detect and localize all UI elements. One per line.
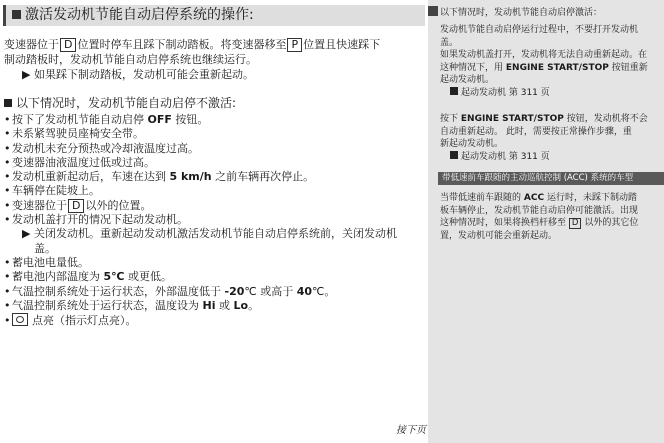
side-note-2	[440, 113, 648, 163]
list-item	[4, 285, 428, 299]
item-text: 发动机重新起动后，车速在达到	[12, 170, 166, 184]
item-text: 按下了发动机节能自动启停	[12, 113, 144, 126]
item-text: 未系紧驾驶员座椅安全带。	[12, 127, 144, 141]
bullet: •	[4, 314, 11, 328]
model-label-bar: 带低速前车跟随的主动巡航控制 (ACC) 系统的车型	[438, 172, 664, 185]
intro-paragraph	[4, 37, 426, 82]
side-bold: ENGINE START/STOP	[505, 62, 609, 73]
side-text-part: 以外的其它位	[584, 218, 639, 229]
item-text: 按钮。	[175, 113, 209, 126]
list-item	[4, 270, 428, 284]
side-text	[440, 192, 638, 205]
continued-footer: 接下页	[396, 425, 426, 436]
bullet: •	[4, 127, 11, 141]
list-item	[4, 184, 428, 198]
side-note-3	[440, 192, 638, 242]
gear-d-symbol: D	[569, 218, 582, 229]
side-note-1	[440, 24, 648, 100]
side-text	[440, 62, 648, 75]
side-text: 置，发动机可能会重新起动。	[440, 230, 558, 241]
reference-arrow-icon	[450, 87, 458, 95]
item-text: 或	[218, 298, 230, 312]
intro-text: 变速器位于	[4, 38, 59, 51]
intro-line-2: 制动踏板时，发动机节能自动启停系统也继续运行。	[4, 53, 257, 66]
side-text-part: 按钮重新	[611, 62, 648, 73]
side-heading	[428, 6, 602, 18]
list-item	[4, 213, 428, 227]
item-text: 以外的位置。	[85, 198, 152, 212]
item-text: 。	[248, 298, 260, 312]
side-text-part: 当带低速前车跟随的	[440, 193, 522, 203]
item-bold: 5℃	[103, 270, 125, 284]
item-text: 车辆停在陡坡上。	[12, 184, 100, 198]
item-text: 蓄电池内部温度为	[12, 270, 100, 284]
item-text: 点亮（指示灯点亮）。	[32, 314, 137, 328]
heading-square-icon	[12, 10, 21, 19]
item-bold: Hi	[202, 298, 216, 312]
side-bold: ENGINE START/STOP	[460, 114, 564, 124]
bullet: •	[4, 170, 11, 184]
gear-d-symbol: D	[68, 199, 84, 213]
list-item	[4, 142, 428, 156]
side-text: 起动发动机。	[440, 75, 495, 86]
reference-link-start-engine[interactable]	[440, 151, 648, 164]
auto-idle-stop-indicator-icon	[12, 313, 28, 326]
bullet: •	[4, 198, 11, 212]
gear-d-symbol: D	[60, 38, 76, 52]
list-item	[4, 256, 428, 270]
bullet: •	[4, 213, 11, 227]
item-bold: -20	[224, 284, 245, 298]
bullet: •	[4, 284, 11, 298]
side-text-part: 这种情况下，用	[440, 62, 504, 73]
side-text-part: 按下	[440, 114, 459, 124]
side-heading-icon	[428, 6, 438, 16]
item-text: 蓄电池电量低。	[12, 255, 89, 269]
conditions-list	[4, 113, 428, 328]
item-bold: Lo	[233, 298, 249, 312]
bullet: •	[4, 155, 11, 169]
note-arrow-icon: ▶	[22, 68, 31, 81]
list-item	[4, 156, 428, 170]
side-text	[440, 217, 638, 230]
item-text: 或更低。	[127, 270, 172, 284]
side-text-part: 这种情况时，如果将换档杆移至	[440, 218, 567, 229]
item-text: 发动机盖打开的情况下起动发动机。	[12, 213, 188, 227]
side-text: 新起动发动机。	[440, 139, 504, 150]
item-text: ℃。	[312, 284, 336, 298]
side-heading-text: 以下情况时，发动机节能自动启停激活：	[440, 8, 603, 18]
subheading-square-icon	[4, 99, 12, 107]
bullet: •	[4, 298, 11, 312]
subheading	[4, 96, 236, 111]
gear-p-symbol: P	[287, 38, 302, 52]
side-text: 自动重新起动。 此时，需要按正常操作步骤，重	[440, 126, 632, 137]
item-text: 变速器位于	[12, 198, 67, 212]
side-text: 如果发动机盖打开，发动机将无法自动重新起动。在	[440, 50, 648, 61]
item-bold: 5 km/h	[169, 170, 212, 184]
list-item	[4, 199, 428, 213]
list-item-note-cont	[4, 242, 428, 256]
heading-text: 激活发动机节能自动启停系统的操作:	[25, 7, 254, 23]
list-item	[4, 299, 428, 313]
note-text: 盖。	[34, 241, 56, 255]
item-text: ℃ 或高于	[244, 284, 294, 298]
list-item-note	[4, 227, 428, 241]
item-bold: OFF	[147, 113, 172, 126]
bullet: •	[4, 113, 11, 126]
note-text: 关闭发动机。重新起动发动机激活发动机节能自动启停系统前，关闭发动机	[34, 227, 397, 241]
ref-text: 起动发动机 第 311 页	[461, 151, 550, 162]
list-item	[4, 170, 428, 184]
side-text: 发动机节能自动启停运行过程中，不要打开发动机	[440, 25, 639, 35]
sidebar-notes	[428, 0, 664, 443]
subheading-text: 以下情况时，发动机节能自动启停不激活:	[16, 96, 237, 110]
intro-text: 位置时停车且踩下制动踏板。将变速器移至	[77, 38, 287, 51]
note-text: 如果踩下制动踏板，发动机可能会重新起动。	[34, 68, 254, 81]
ref-text: 起动发动机 第 311 页	[461, 87, 550, 98]
reference-link-start-engine[interactable]	[440, 87, 648, 100]
bullet: •	[4, 255, 11, 269]
intro-note	[4, 67, 426, 82]
side-text: 盖。	[440, 37, 459, 48]
note-arrow-icon: ▶	[22, 227, 31, 241]
list-item	[4, 313, 428, 328]
item-text: 气温控制系统处于运行状态，温度设为	[12, 298, 199, 312]
intro-text: 位置且快速踩下	[303, 38, 381, 51]
intro-line-1	[4, 37, 426, 52]
side-bold: ACC	[523, 193, 545, 203]
side-text: 板车辆停止，发动机节能自动启停可能激活。出现	[440, 205, 639, 216]
side-text-part: 运行时，未踩下制动踏	[546, 193, 637, 203]
list-item	[4, 113, 428, 127]
section-heading	[3, 5, 425, 26]
item-text: 气温控制系统处于运行状态，外部温度低于	[12, 284, 221, 298]
bullet: •	[4, 270, 11, 284]
item-text: 发动机未充分预热或冷却液温度过高。	[12, 141, 199, 155]
reference-arrow-icon	[450, 151, 458, 159]
bullet: •	[4, 141, 11, 155]
side-text-part: 按钮，发动机将不会	[566, 114, 648, 124]
item-text: 之前车辆再次停止。	[215, 170, 315, 184]
item-bold: 40	[296, 284, 313, 298]
item-text: 变速器油液温度过低或过高。	[12, 155, 155, 169]
side-text	[440, 113, 648, 126]
list-item	[4, 127, 428, 141]
bullet: •	[4, 184, 11, 198]
